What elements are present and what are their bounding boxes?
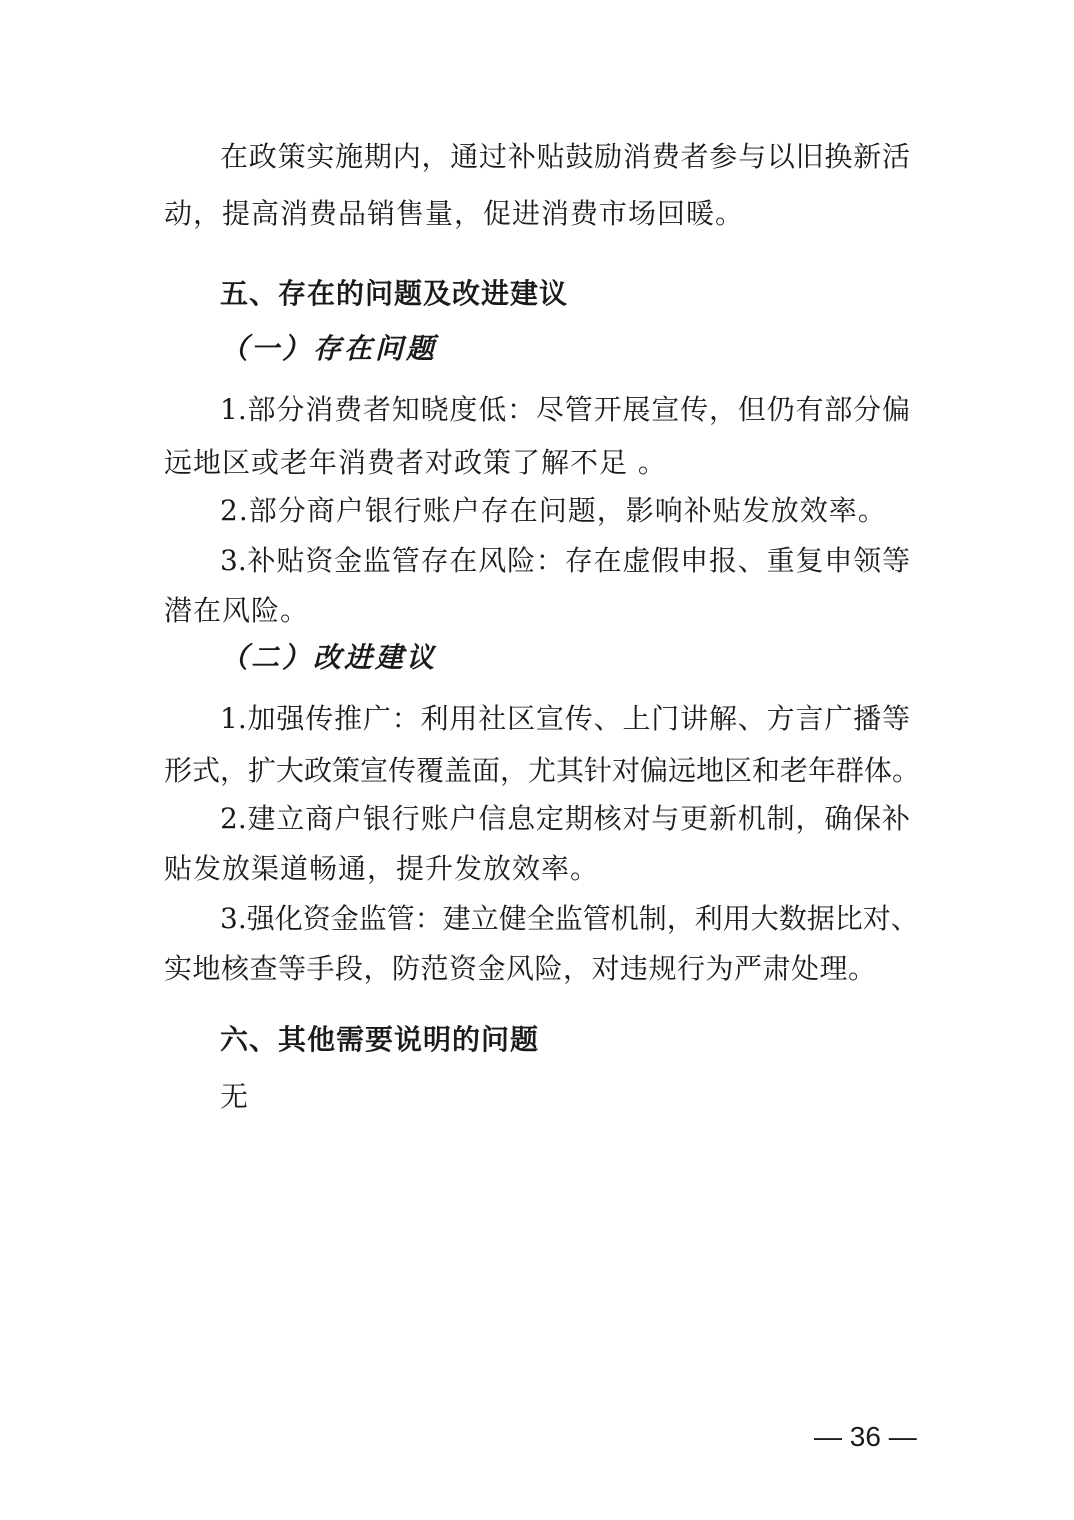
- paragraph-line: 动，提高消费品销售量，促进消费市场回暖。: [164, 197, 745, 230]
- subsection-heading-suggestions: （二）改进建议: [220, 641, 438, 674]
- page-number: — 36 —: [814, 1421, 917, 1452]
- section-body-text: 无: [220, 1080, 250, 1113]
- list-item-line: 潜在风险。: [164, 594, 310, 627]
- subsection-heading-problems: （一）存在问题: [220, 332, 438, 365]
- list-item-line: 远地区或老年消费者对政策了解不足 。: [164, 446, 667, 479]
- list-item-line: 3.强化资金监管：建立健全监管机制，利用大数据比对、: [220, 902, 919, 935]
- list-item-line: 1.加强传推广：利用社区宣传、上门讲解、方言广播等: [220, 702, 910, 735]
- list-item-line: 1.部分消费者知晓度低：尽管开展宣传，但仍有部分偏: [220, 393, 910, 426]
- list-item-line: 2.部分商户银行账户存在问题，影响补贴发放效率。: [220, 494, 887, 527]
- list-item-line: 形式，扩大政策宣传覆盖面，尤其针对偏远地区和老年群体。: [164, 754, 921, 787]
- list-item-line: 贴发放渠道畅通，提升发放效率。: [164, 852, 600, 885]
- list-item-line: 2.建立商户银行账户信息定期核对与更新机制，确保补: [220, 802, 910, 835]
- list-item-line: 3.补贴资金监管存在风险：存在虚假申报、重复申领等: [220, 544, 910, 577]
- section-heading-5: 五、存在的问题及改进建议: [220, 277, 569, 310]
- section-heading-6: 六、其他需要说明的问题: [220, 1023, 540, 1056]
- list-item-line: 实地核查等手段，防范资金风险，对违规行为严肃处理。: [164, 952, 876, 985]
- paragraph-line: 在政策实施期内，通过补贴鼓励消费者参与以旧换新活: [220, 140, 910, 173]
